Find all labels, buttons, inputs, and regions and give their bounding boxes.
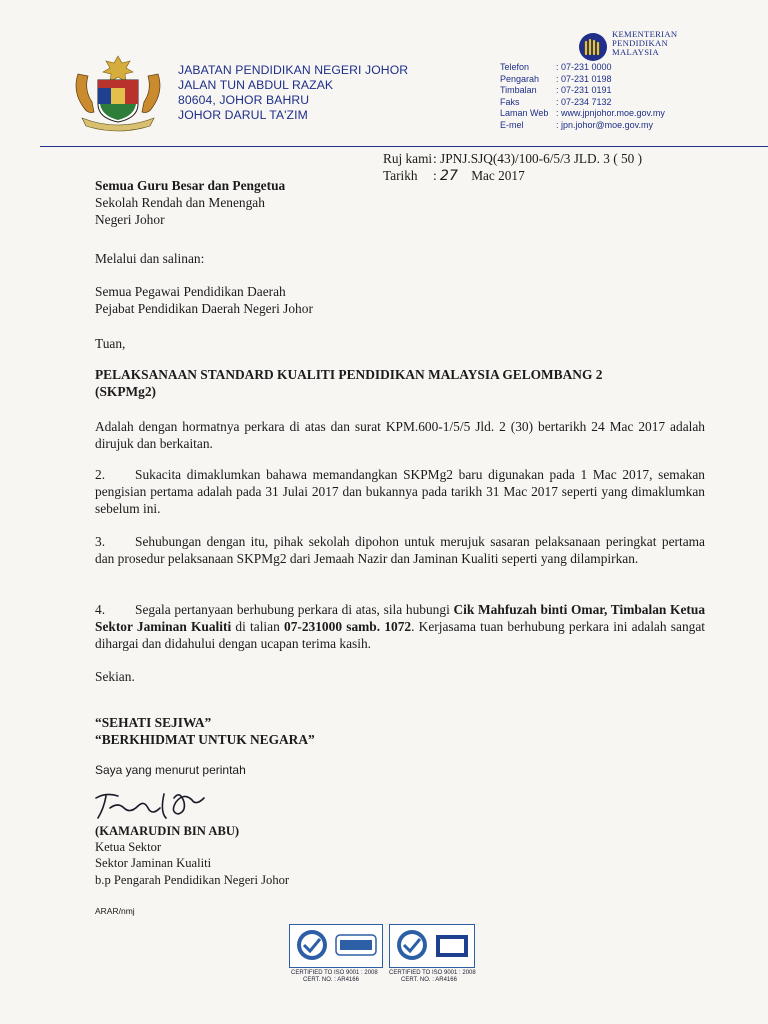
contact-value: : 07-231 0000: [556, 62, 612, 72]
salutation: Tuan,: [95, 336, 126, 351]
contact-label: Faks: [500, 96, 520, 107]
subject: [95, 366, 602, 400]
reference-row: [383, 150, 642, 167]
contact-row-telefon: [500, 62, 665, 74]
coat-of-arms-icon: [68, 52, 168, 134]
date-row: [383, 167, 642, 185]
cert-caption-line-2: CERT. NO. : AR4166: [401, 977, 457, 983]
reference-block: [383, 150, 642, 185]
ministry-line-1: KEMENTERIAN: [612, 29, 678, 39]
paragraph-text: Sehubungan dengan itu, pihak sekolah dipohon untuk merujuk sasaran pelaksanaan peringkat pertama dan prosedur pelaksanaan SKPMg2 dari Jemaah Nazir dan Jaminan Kualiti seperti yang dilampirkan.: [95, 534, 705, 567]
motto-line-1: “SEHATI SEJIWA”: [95, 715, 212, 730]
contact-phone: 07-231000 samb. 1072: [284, 619, 412, 635]
cert-caption-line-1: CERTIFIED TO ISO 9001 : 2008: [291, 970, 378, 976]
paragraph-number: 2.: [95, 467, 106, 482]
cert-caption-line-2: CERT. NO. : AR4166: [303, 977, 359, 983]
ministry-name: [612, 30, 677, 57]
recipient-line-2: Sekolah Rendah dan Menengah: [95, 195, 265, 211]
reference-initials: ARAR/nmj: [95, 906, 135, 916]
signatory-name: (KAMARUDIN BIN ABU): [95, 824, 240, 838]
motto-block: [95, 714, 315, 748]
sekian: Sekian.: [95, 669, 135, 684]
contact-value: : 07-231 0191: [556, 85, 612, 96]
contact-label: Laman Web: [500, 108, 549, 119]
recipient-line-3: Negeri Johor: [95, 212, 165, 228]
certification-badge-frame: [289, 924, 383, 968]
ruj-value: : JPNJ.SJQ(43)/100-6/5/3 JLD. 3 ( 50 ): [433, 151, 643, 166]
paragraph-2: [95, 466, 705, 518]
iso-certification-badge-2: [389, 924, 569, 986]
contact-person: Cik Mahfuzah binti Omar, Timbalan Ketua Sektor Jaminan Kualiti: [95, 602, 706, 635]
via-line-2: Pejabat Pendidikan Daerah Negeri Johor: [95, 301, 313, 317]
paragraph-number: 3.: [95, 534, 106, 549]
tarikh-month-year: Mac 2017: [471, 168, 525, 183]
ministry-line-2: PENDIDIKAN: [612, 38, 668, 48]
quality-system-icon: [290, 925, 382, 967]
iqnet-icon: [390, 925, 474, 967]
signatory-title-2: Sektor Jaminan Kualiti: [95, 856, 212, 871]
tarikh-colon: :: [433, 168, 437, 183]
contact-label: Telefon: [500, 62, 530, 72]
paragraph-number: 4.: [95, 602, 106, 617]
paragraph-text: . Kerjasama tuan berhubung perkara ini adalah sangat dihargai dan didahului dengan ucapan terima kasih.: [95, 619, 705, 652]
signatory-title-3: b.p Pengarah Pendidikan Negeri Johor: [95, 872, 290, 887]
agency-name: JABATAN PENDIDIKAN NEGERI JOHOR: [178, 63, 409, 77]
contact-row-pengarah: [500, 74, 665, 86]
email-link[interactable]: : jpn.johor@moe.gov.my: [556, 119, 654, 130]
contact-row-timbalan: [500, 85, 665, 97]
ministry-line-3: MALAYSIA: [612, 47, 659, 57]
via-label: Melalui dan salinan:: [95, 251, 205, 266]
contact-row-email: [500, 120, 665, 132]
agency-street: JALAN TUN ABDUL RAZAK: [178, 78, 334, 92]
signatory-block: [95, 823, 289, 888]
paragraph-text: di talian: [231, 619, 284, 635]
cert-caption-line-1: CERTIFIED TO ISO 9001 : 2008: [389, 970, 476, 976]
ministry-logo-icon: [578, 32, 608, 62]
tarikh-label: Tarikh: [383, 168, 418, 183]
subject-line-1: PELAKSANAAN STANDARD KUALITI PENDIDIKAN MALAYSIA GELOMBANG 2: [95, 367, 603, 382]
ruj-label: Ruj kami: [383, 151, 433, 166]
paragraph-text: Segala pertanyaan berhubung perkara di atas, sila hubungi: [135, 602, 454, 617]
website-link[interactable]: : www.jpnjohor.moe.gov.my: [556, 108, 665, 119]
agency-state: JOHOR DARUL TA'ZIM: [178, 108, 308, 122]
handwritten-day: 27: [440, 168, 458, 184]
contact-value: : 07-234 7132: [556, 96, 612, 107]
contact-row-faks: [500, 97, 665, 109]
contact-row-web: [500, 108, 665, 120]
contact-value: : 07-231 0198: [556, 73, 612, 84]
paragraph-3: [95, 533, 705, 567]
contact-label: Pengarah: [500, 73, 540, 84]
agency-address: [178, 63, 408, 123]
letterhead-divider: [40, 146, 768, 147]
contact-label: Timbalan: [500, 85, 537, 96]
paragraph-intro: Adalah dengan hormatnya perkara di atas dan surat KPM.600-1/5/5 Jld. 2 (30) bertarikh 24 Mac 2017 adalah dirujuk dan berkaitan.: [95, 419, 705, 452]
contact-label: E-mel: [500, 119, 524, 130]
paragraph-text: Sukacita dimaklumkan bahawa memandangkan SKPMg2 baru digunakan pada 1 Mac 2017, semakan pengisian pertama adalah pada 31 Julai 2017 dan bukannya pada tarikh 31 Mac 2017 seperti yang dimaklumkan sebelum ini.: [95, 467, 705, 517]
via-block: [95, 283, 313, 317]
certification-badge-frame: [389, 924, 475, 968]
paragraph-4: [95, 601, 705, 653]
subject-line-2: (SKPMg2): [95, 384, 156, 400]
motto-line-2: “BERKHIDMAT UNTUK NEGARA”: [95, 732, 315, 748]
via-line-1: Semua Pegawai Pendidikan Daerah: [95, 284, 286, 299]
perintah: Saya yang menurut perintah: [95, 763, 246, 777]
agency-postcode-city: 80604, JOHOR BAHRU: [178, 93, 310, 107]
contact-block: [500, 62, 665, 132]
signatory-title-1: Ketua Sektor: [95, 840, 162, 855]
recipient-block: [95, 177, 285, 229]
recipient-line-1: Semua Guru Besar dan Pengetua: [95, 178, 286, 193]
